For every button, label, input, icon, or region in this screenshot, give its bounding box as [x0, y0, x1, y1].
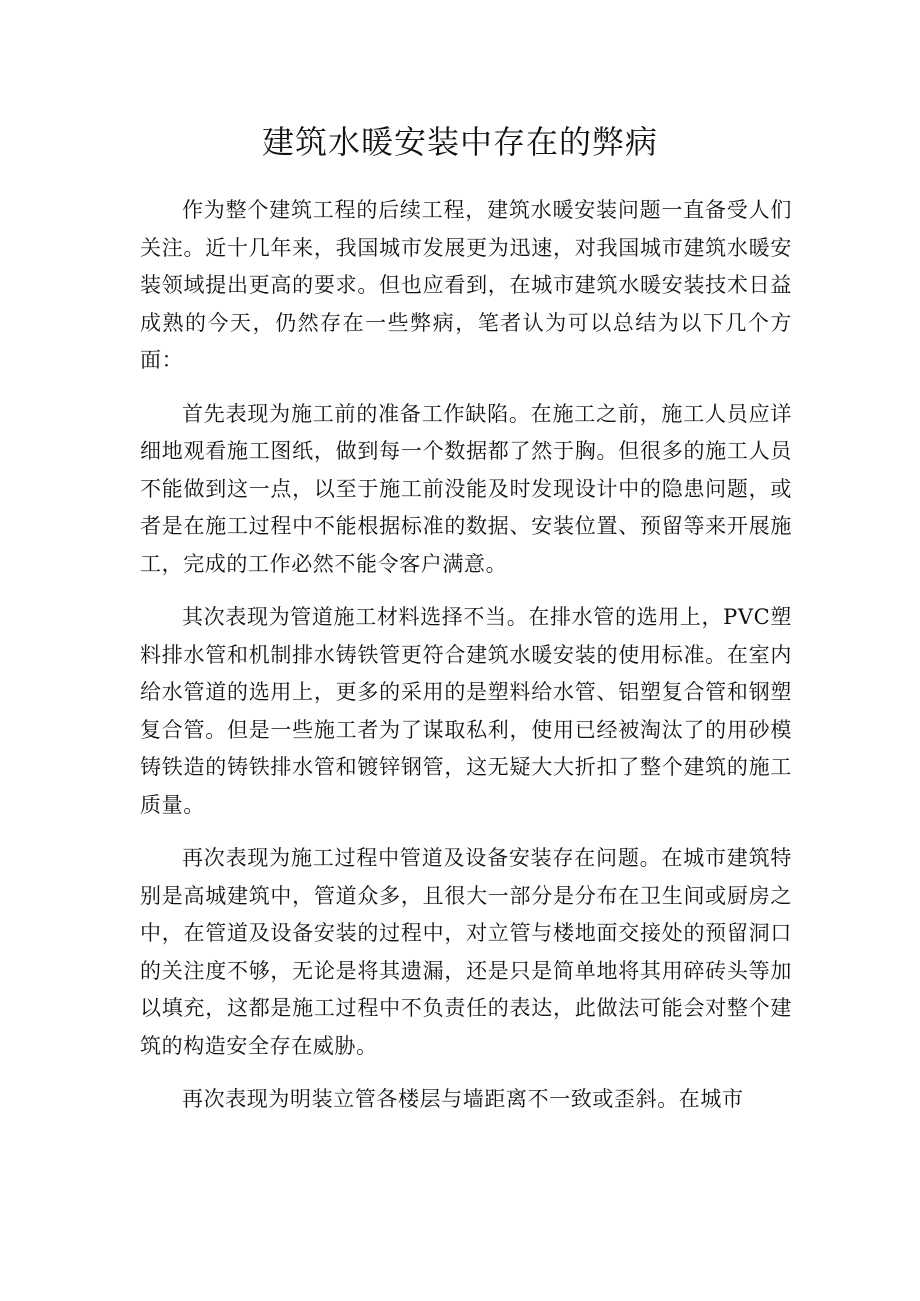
paragraph-riser-alignment: 再次表现为明装立管各楼层与墙距离不一致或歪斜。在城市: [182, 1087, 744, 1111]
document-body: [140, 192, 792, 1135]
paragraph-installation: 再次表现为施工过程中管道及设备安装存在问题。在城市建筑特别是高城建筑中，管道众多，且很大一部分是分布在卫生间或厨房之中，在管道及设备安装的过程中，对立管与楼地面交接处的预留洞口的关注度不够，无论是将其遗漏，还是只是简单地将其用碎砖头等加以填充，这都是施工过程中不负责任的表达，此做法可能会对整个建筑的构造安全存在威胁。: [140, 846, 792, 1058]
document-title: 建筑水暖安装中存在的弊病: [261, 123, 658, 161]
paragraph-preparation: 首先表现为施工前的准备工作缺陷。在施工之前，施工人员应详细地观看施工图纸，做到每一个数据都了然于胸。但很多的施工人员不能做到这一点，以至于施工前没能及时发现设计中的隐患问题，或者是在施工过程中不能根据标准的数据、安装位置、预留等来开展施工，完成的工作必然不能令客户满意。: [140, 401, 792, 576]
paragraph-intro: 作为整个建筑工程的后续工程，建筑水暖安装问题一直备受人们关注。近十几年来，我国城市发展更为迅速，对我国城市建筑水暖安装领域提出更高的要求。但也应看到，在城市建筑水暖安装技术日益成熟的今天，仍然存在一些弊病，笔者认为可以总结为以下几个方面：: [140, 198, 792, 372]
paragraph-materials: 其次表现为管道施工材料选择不当。在排水管的选用上，PVC塑料排水管和机制排水铸铁管更符合建筑水暖安装的使用标准。在室内给水管道的选用上，更多的采用的是塑料给水管、铝塑复合管和钢塑复合管。但是一些施工者为了谋取私利，使用已经被淘汰了的用砂模铸铁造的铸铁排水管和镀锌钢管，这无疑大大折扣了整个建筑的施工质量。: [140, 605, 792, 817]
